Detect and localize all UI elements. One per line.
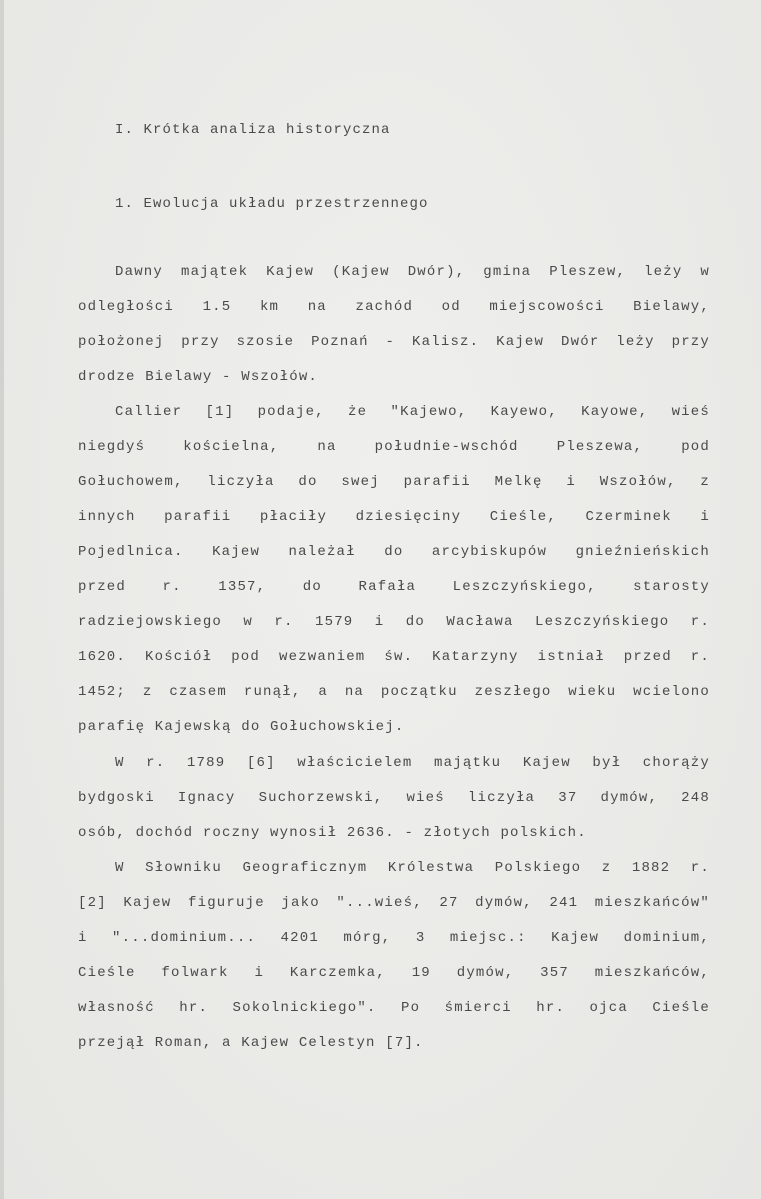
page-edge [0,0,4,1199]
paragraph-line: Dawny majątek Kajew (Kajew Dwór), gmina Pleszew, leży w [115,264,710,280]
paragraph-line: 1620. Kościół pod wezwaniem św. Katarzyny istniał przed r. [78,649,710,665]
paragraph-line: innych parafii płaciły dziesięciny Cieśle, Czerminek i [78,509,710,525]
paragraph-line: 1452; z czasem runął, a na początku zeszłego wieku wcielono [78,684,710,700]
paragraph-line: W r. 1789 [6] właścicielem majątku Kajew był chorąży [115,755,710,771]
paragraph-line: położonej przy szosie Poznań - Kalisz. Kajew Dwór leży przy [78,334,710,350]
subsection-heading: 1. Ewolucja układu przestrzennego [115,196,429,212]
paragraph-line: [2] Kajew figuruje jako "...wieś, 27 dymów, 241 mieszkańców" [78,895,710,911]
paragraph-line: Gołuchowem, liczyła do swej parafii Melkę i Wszołów, z [78,474,710,490]
paragraph-line: i "...dominium... 4201 mórg, 3 miejsc.: Kajew dominium, [78,930,710,946]
paragraph-line: Pojedlnica. Kajew należał do arcybiskupów gnieźnieńskich [78,544,710,560]
paragraph-line: Cieśle folwark i Karczemka, 19 dymów, 357 mieszkańców, [78,965,710,981]
paragraph-line: parafię Kajewską do Gołuchowskiej. [78,719,405,735]
paragraph-line: przejął Roman, a Kajew Celestyn [7]. [78,1035,424,1051]
section-heading: I. Krótka analiza historyczna [115,122,391,138]
paragraph-line: niegdyś kościelna, na południe-wschód Pleszewa, pod [78,439,710,455]
paragraph-line: bydgoski Ignacy Suchorzewski, wieś liczyła 37 dymów, 248 [78,790,710,806]
paragraph-line: Callier [1] podaje, że "Kajewo, Kayewo, Kayowe, wieś [115,404,710,420]
paragraph-line: osób, dochód roczny wynosił 2636. - złotych polskich. [78,825,587,841]
paragraph-line: radziejowskiego w r. 1579 i do Wacława Leszczyńskiego r. [78,614,710,630]
paragraph-line: drodze Bielawy - Wszołów. [78,369,319,385]
paragraph-line: W Słowniku Geograficznym Królestwa Polskiego z 1882 r. [115,860,710,876]
paragraph-line: przed r. 1357, do Rafała Leszczyńskiego, starosty [78,579,710,595]
paragraph-line: własność hr. Sokolnickiego". Po śmierci hr. ojca Cieśle [78,1000,710,1016]
paragraph-line: odległości 1.5 km na zachód od miejscowości Bielawy, [78,299,710,315]
